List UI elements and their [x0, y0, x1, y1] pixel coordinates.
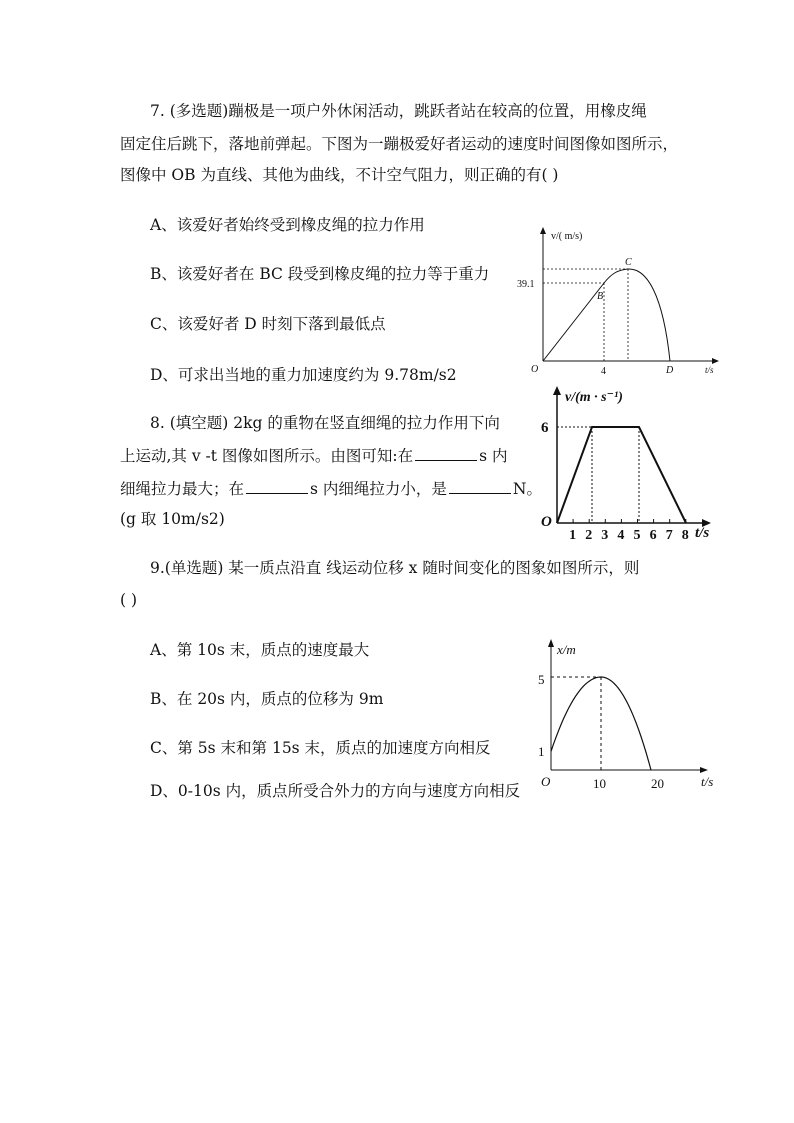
q8-y-arrow	[553, 386, 561, 395]
q7-point-d: D	[666, 365, 674, 376]
q8-x-tick-label: 8	[681, 528, 689, 543]
q7-line2: 固定住后跳下，落地前弹起。下图为一蹦极爱好者运动的速度时间图像如图所示，	[120, 135, 679, 153]
q7-option-b: B、该爱好者在 BC 段受到橡皮绳的拉力等于重力	[150, 265, 490, 283]
q7-point-b: B	[597, 291, 604, 302]
q7-y-tick: 39.1	[517, 279, 535, 290]
q7-x-label: t/s	[705, 365, 714, 375]
q9-y-tick-5: 5	[538, 672, 545, 687]
q9-option-b: B、在 20s 内，质点的位移为 9m	[150, 690, 384, 708]
q7-option-d: D、可求出当地的重力加速度约为 9.78m/s2	[150, 366, 457, 384]
q8-chart	[535, 385, 725, 543]
q9-y-arrow	[548, 639, 554, 647]
q9-option-a: A、第 10s 末，质点的速度最大	[150, 641, 370, 659]
q7-option-c: C、该爱好者 D 时刻下落到最低点	[150, 315, 386, 333]
q9-x-tick-10: 10	[593, 776, 606, 791]
q8-x-tick-label: 7	[665, 528, 673, 543]
q7-line3: 图像中 OB 为直线、其他为曲线，不计空气阻力，则正确的有( )	[120, 166, 559, 184]
q8-line3c-text: N。	[512, 480, 542, 498]
q8-x-tick-label: 6	[649, 528, 657, 543]
q8-origin-label: O	[541, 514, 552, 530]
q8-line3b-text: s 内细绳拉力小，是	[310, 480, 447, 498]
q8-blank-2[interactable]	[246, 479, 308, 494]
q9-origin-label: O	[541, 774, 551, 789]
q8-line1: 8. (填空题) 2kg 的重物在竖直细绳的拉力作用下向	[150, 414, 500, 432]
q9-x-tick-20: 20	[651, 776, 664, 791]
q9-line1: 9.(单选题) 某一质点沿直 线运动位移 x 随时间变化的图象如图所示，则	[150, 559, 640, 577]
q7-chart	[515, 225, 725, 375]
q7-x-tick: 4	[601, 366, 606, 377]
q7-y-label: v/( m/s)	[551, 231, 583, 242]
q8-line2	[120, 446, 508, 466]
q7-point-c: C	[625, 257, 632, 268]
q9-option-d: D、0-10s 内，质点所受合外力的方向与速度方向相反	[150, 782, 521, 800]
q8-velocity-line	[557, 427, 686, 523]
q8-line3	[120, 479, 542, 499]
q7-y-arrow	[540, 227, 546, 234]
q8-x-tick-label: 2	[585, 528, 593, 543]
q8-x-tick-label: 1	[569, 528, 577, 543]
q9-line2: ( )	[120, 591, 138, 609]
q9-y-label: x/m	[557, 642, 576, 657]
q9-x-arrow	[700, 767, 708, 773]
q7-origin-label: O	[531, 364, 539, 375]
q8-y-label: v/(m · s⁻¹)	[565, 390, 623, 405]
q7-x-arrow	[712, 358, 719, 364]
q8-line4: (g 取 10m/s2)	[120, 510, 225, 528]
q9-option-c: C、第 5s 末和第 15s 末，质点的加速度方向相反	[150, 739, 491, 757]
q8-y-tick: 6	[541, 420, 549, 436]
q8-line2b-text: s 内	[479, 447, 508, 465]
q7-line1: 7. (多选题)蹦极是一项户外休闲活动，跳跃者站在较高的位置，用橡皮绳	[150, 102, 647, 120]
q7-curve-bcd	[604, 269, 670, 361]
q7-curve-ob	[543, 283, 604, 361]
q8-x-label: t/s	[695, 525, 710, 541]
q9-x-label: t/s	[701, 774, 714, 789]
q8-x-tick-label: 4	[617, 528, 625, 543]
q8-blank-3[interactable]	[449, 479, 511, 494]
q8-line3a-text: 细绳拉力最大；在	[120, 480, 245, 498]
q8-blank-1[interactable]	[415, 446, 477, 461]
q8-x-tick-label: 3	[601, 528, 609, 543]
q7-option-a: A、该爱好者始终受到橡皮绳的拉力作用	[150, 216, 425, 234]
q8-x-tick-label: 5	[633, 528, 641, 543]
q9-chart	[535, 638, 725, 793]
q9-y-tick-1: 1	[538, 744, 545, 759]
q8-line2-text: 上运动,其 v -t 图像如图所示。由图可知:在	[120, 447, 414, 465]
